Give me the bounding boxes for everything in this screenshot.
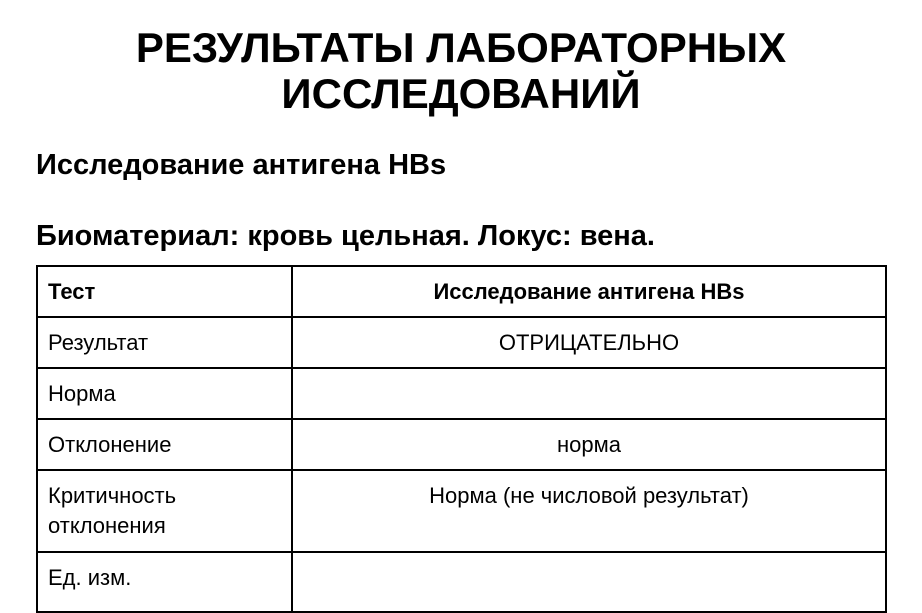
table-header-row — [37, 266, 886, 317]
page-title-line-1: РЕЗУЛЬТАТЫ ЛАБОРАТОРНЫХ — [135, 24, 787, 71]
table-row-units — [37, 552, 886, 612]
table-row-deviation — [37, 419, 886, 470]
results-table — [36, 265, 887, 613]
row-value-cell: ОТРИЦАТЕЛЬНО — [292, 317, 886, 368]
biomaterial-heading: Биоматериал: кровь цельная. Локус: вена. — [36, 220, 655, 252]
row-label-cell: Норма — [37, 368, 292, 419]
page-title-line-2: ИССЛЕДОВАНИЙ — [281, 70, 641, 117]
row-label-cell: Ед. изм. — [37, 552, 292, 612]
header-value-cell: Исследование антигена HBs — [292, 266, 886, 317]
row-value-cell — [292, 368, 886, 419]
row-value-cell: норма — [292, 419, 886, 470]
study-name-heading: Исследование антигена HBs — [36, 149, 447, 181]
row-label-cell: Результат — [37, 317, 292, 368]
header-label-cell: Тест — [37, 266, 292, 317]
page-title — [0, 25, 922, 117]
row-value-cell: Норма (не числовой результат) — [292, 470, 886, 552]
table-row-norm — [37, 368, 886, 419]
table-row-criticality — [37, 470, 886, 552]
row-label-cell: Критичность отклонения — [37, 470, 292, 552]
row-value-cell — [292, 552, 886, 612]
row-label-cell: Отклонение — [37, 419, 292, 470]
table-row-result — [37, 317, 886, 368]
